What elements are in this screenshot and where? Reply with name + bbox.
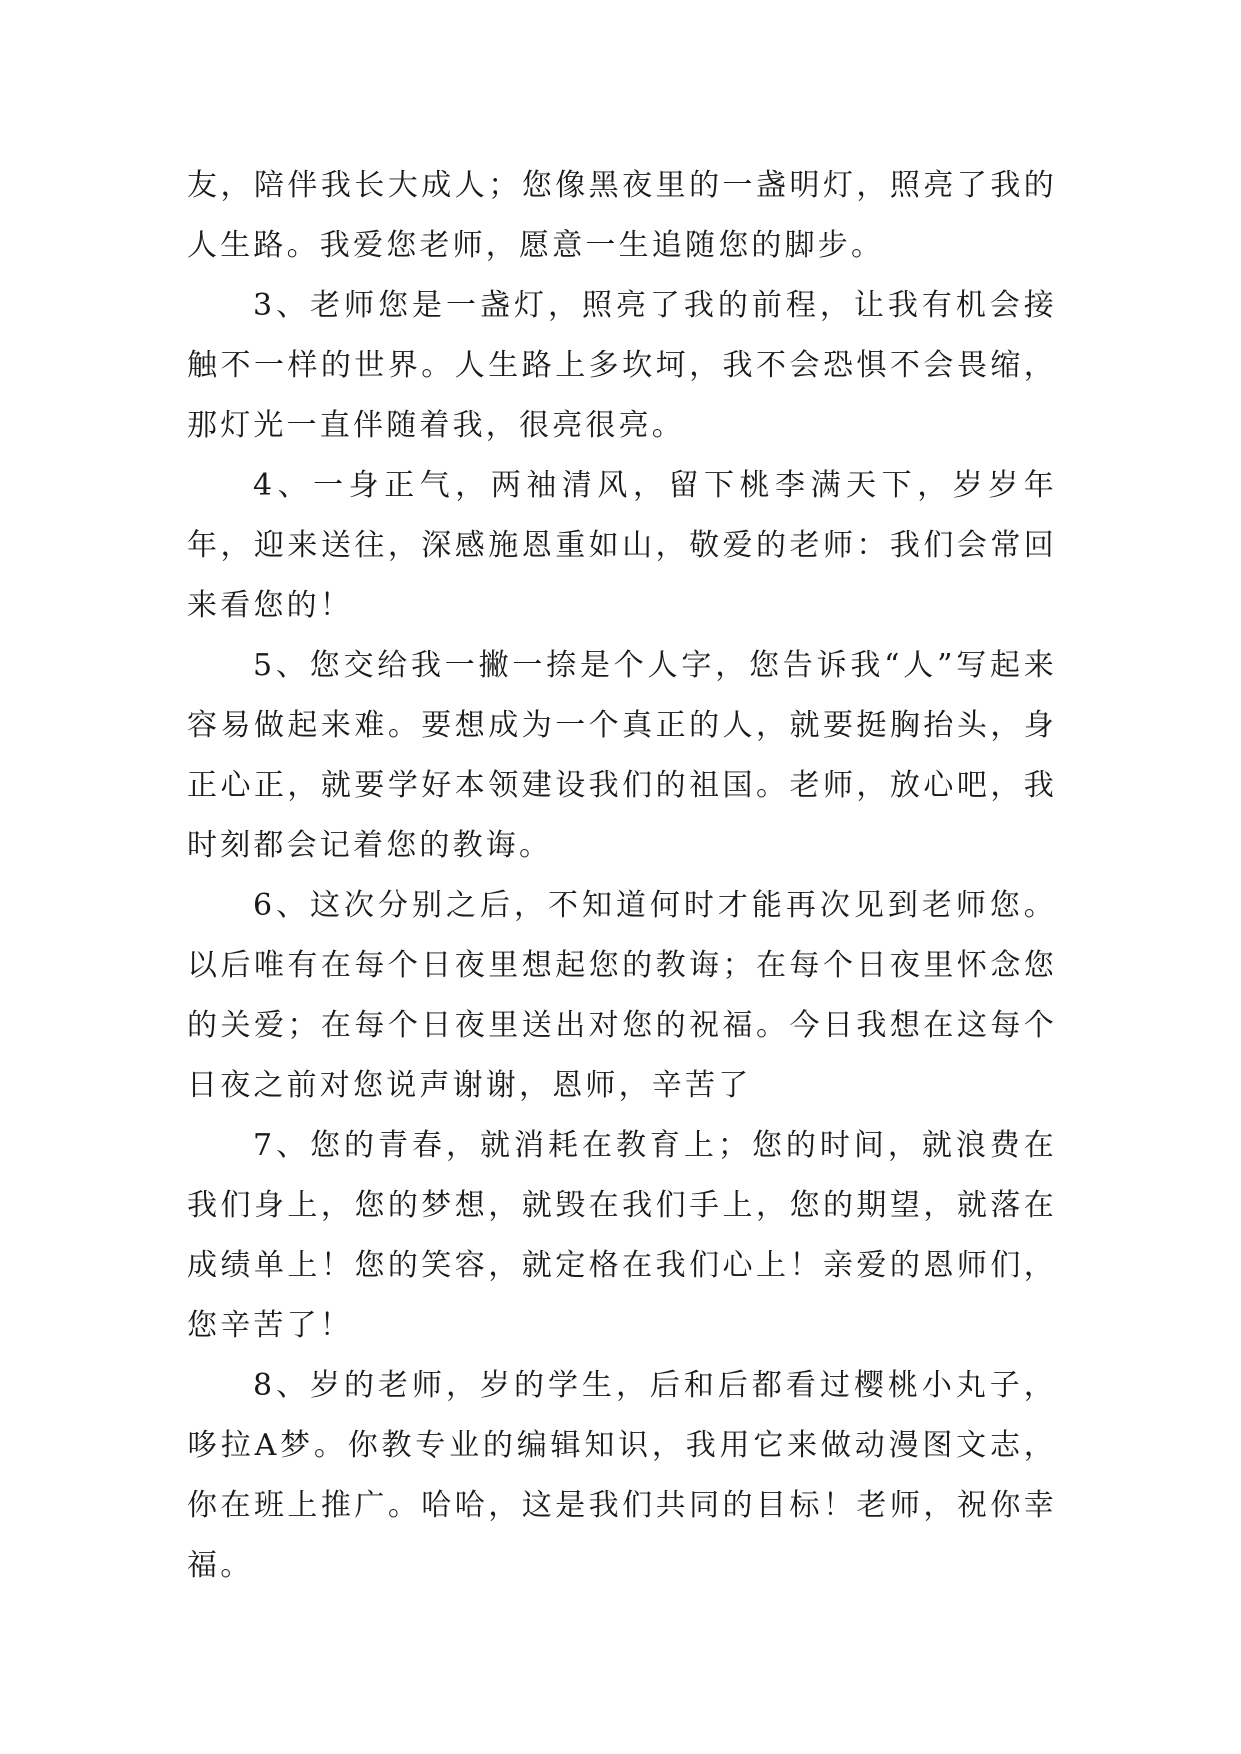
paragraph-item-3: 3、老师您是一盏灯，照亮了我的前程，让我有机会接触不一样的世界。人生路上多坎坷，我不会恐惧不会畏缩，那灯光一直伴随着我，很亮很亮。 <box>187 288 1057 443</box>
paragraph-item-6: 6、这次分别之后，不知道何时才能再次见到老师您。以后唯有在每个日夜里想起您的教诲；在每个日夜里怀念您的关爱；在每个日夜里送出对您的祝福。今日我想在这每个日夜之前对您说声谢谢，恩师，辛苦了 <box>187 888 1057 1103</box>
paragraph-item-8: 8、岁的老师，岁的学生，后和后都看过樱桃小丸子，哆拉A梦。你教专业的编辑知识，我用它来做动漫图文志，你在班上推广。哈哈，这是我们共同的目标！老师，祝你幸福。 <box>187 1368 1057 1583</box>
paragraph-item-5: 5、您交给我一撇一捺是个人字，您告诉我“人”写起来容易做起来难。要想成为一个真正的人，就要挺胸抬头，身正心正，就要学好本领建设我们的祖国。老师，放心吧，我时刻都会记着您的教诲。 <box>187 648 1057 863</box>
paragraph-continuation: 友，陪伴我长大成人；您像黑夜里的一盏明灯，照亮了我的人生路。我爱您老师，愿意一生追随您的脚步。 <box>187 168 1057 263</box>
paragraph-item-4: 4、一身正气，两袖清风，留下桃李满天下，岁岁年年，迎来送往，深感施恩重如山，敬爱的老师：我们会常回来看您的！ <box>187 468 1057 623</box>
document-body <box>187 156 1057 1596</box>
paragraph-item-7: 7、您的青春，就消耗在教育上；您的时间，就浪费在我们身上，您的梦想，就毁在我们手上，您的期望，就落在成绩单上！您的笑容，就定格在我们心上！亲爱的恩师们，您辛苦了！ <box>187 1128 1057 1343</box>
